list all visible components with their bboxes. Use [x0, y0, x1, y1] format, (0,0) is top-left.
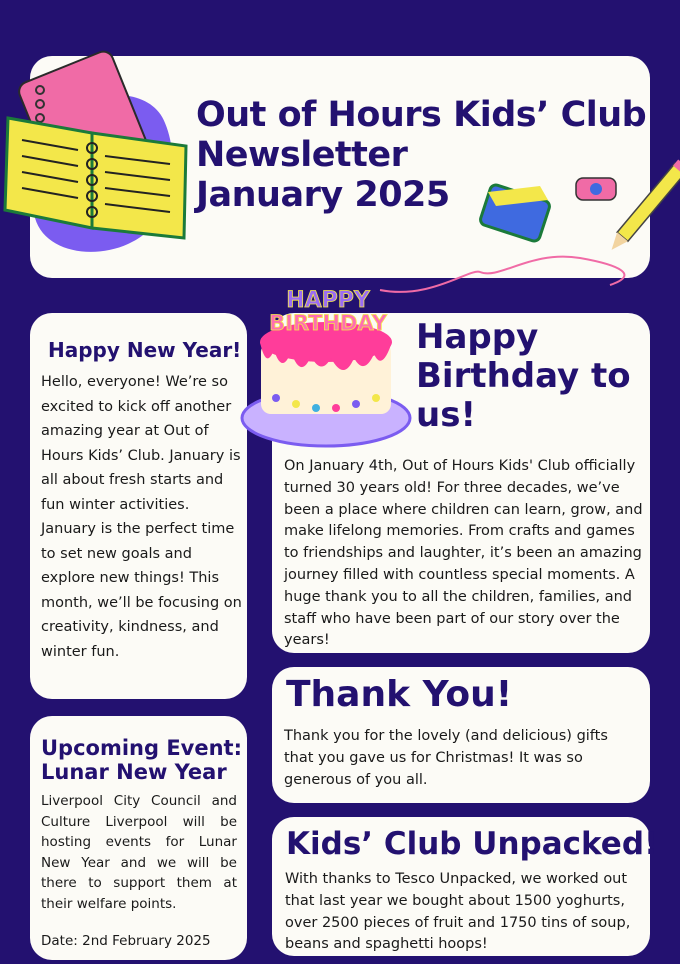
unpacked-text: With thanks to Tesco Unpacked, we worked out that last year we bought about 1500 yoghurts, over 2500 pieces of fruit and 1750 tins of soup, beans and spaghetti hoops!: [285, 871, 631, 953]
pencil-sharpener-icon: [576, 178, 616, 200]
open-yellow-notebook: [5, 118, 92, 228]
event-text: Liverpool City Council and Culture Liverpool will be hosting events for Lunar New Year and we will be there to support them at their welfare points.: [41, 793, 237, 912]
birthday-heading: Happy Birthday to us!: [416, 317, 631, 435]
event-date: Date: 2nd February 2025: [41, 933, 211, 949]
pencil-icon: [606, 160, 680, 255]
stationery-illustration: [470, 150, 680, 310]
open-yellow-notebook-right: [92, 133, 186, 238]
title-line-3: January 2025: [196, 175, 450, 215]
thank-you-heading: Thank You!: [286, 674, 513, 715]
new-year-heading: Happy New Year!: [48, 338, 242, 362]
title-line-2: Newsletter: [196, 135, 408, 175]
cake-topper-birthday: BIRTHDAY: [269, 311, 387, 335]
notebook-illustration: [0, 38, 200, 268]
birthday-cake-illustration: [236, 280, 420, 460]
event-heading: Upcoming Event: Lunar New Year: [41, 736, 242, 784]
unpacked-heading: Kids’ Club Unpacked!: [286, 826, 659, 862]
cake-topper-happy: HAPPY: [286, 288, 370, 313]
title-line-1: Out of Hours Kids’ Club: [196, 95, 647, 135]
blue-book-icon: [479, 183, 551, 242]
birthday-text: On January 4th, Out of Hours Kids' Club officially turned 30 years old! For three decades, we’ve been a place where children can learn, grow, and make lifelong memories. From crafts and games to friendships and laughter, it’s been an amazing journey filled with countless special moments. A huge thank you to all the children, families, and staff who have been part of our story over the years!: [284, 458, 643, 649]
new-year-text: Hello, everyone! We’re so excited to kick off another amazing year at Out of Hours Kids’ Club. January is all about fresh starts and fun winter activities. January is the perfect time to set new goals and explore new things! This month, we’ll be focusing on creativity, kindness, and winter fun.: [41, 374, 242, 660]
thank-you-text: Thank you for the lovely (and delicious) gifts that you gave us for Christmas! It was so generous of you all.: [284, 728, 608, 788]
